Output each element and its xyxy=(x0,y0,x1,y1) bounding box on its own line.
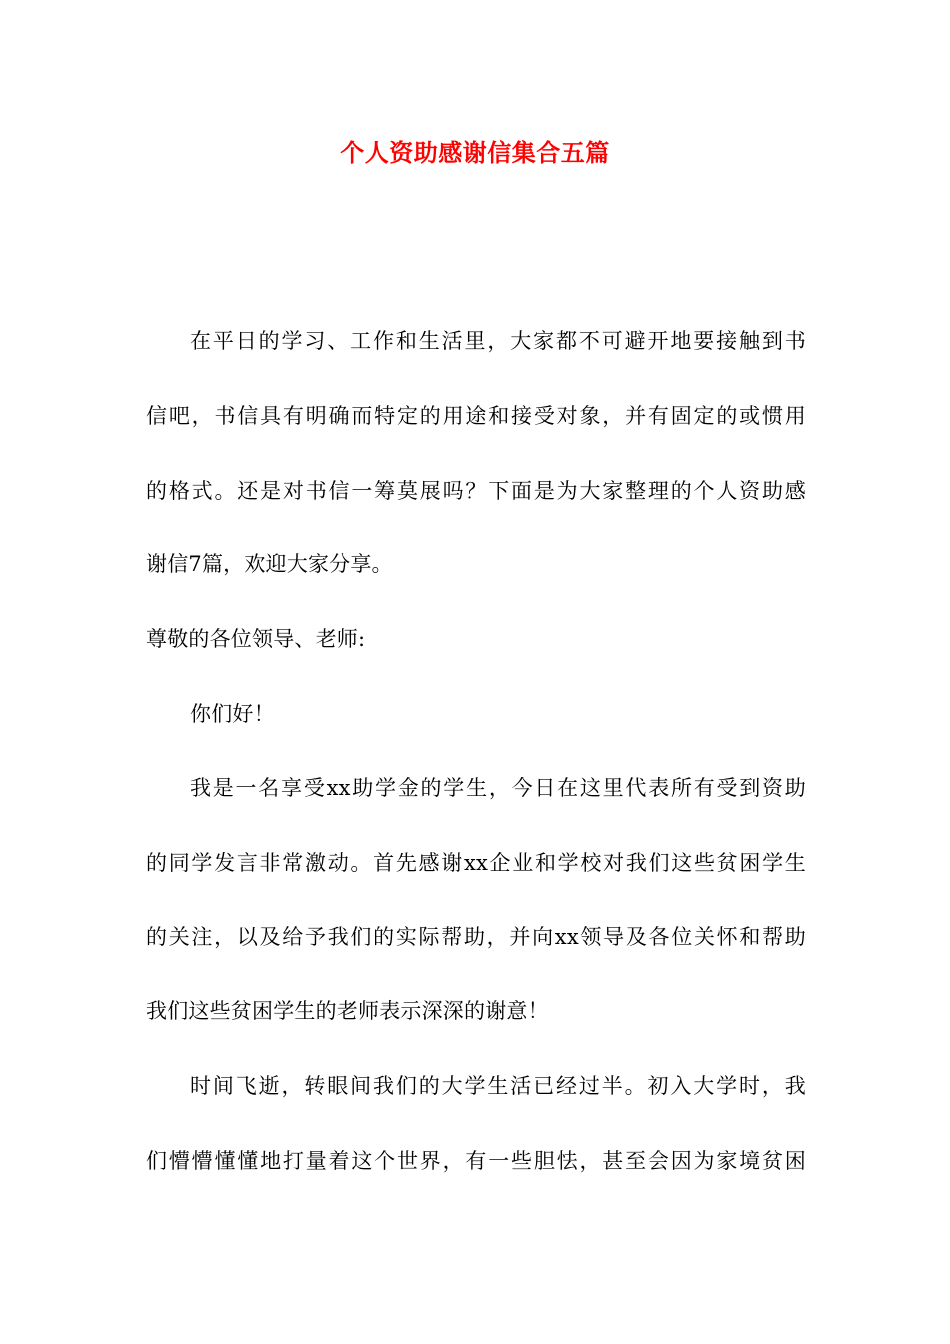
paragraph-line: 的同学发言非常激动。首先感谢xx企业和学校对我们这些贫困学生 xyxy=(146,851,806,875)
paragraph-line: 们懵懵懂懂地打量着这个世界，有一些胆怯，甚至会因为家境贫困 xyxy=(146,1149,806,1173)
salutation: 尊敬的各位领导、老师: xyxy=(146,627,366,651)
paragraph-line: 时间飞逝，转眼间我们的大学生活已经过半。初入大学时，我 xyxy=(190,1074,806,1098)
paragraph-line: 谢信7篇，欢迎大家分享。 xyxy=(146,552,393,576)
document-title: 个人资助感谢信集合五篇 xyxy=(340,138,610,167)
paragraph-line: 的关注，以及给予我们的实际帮助，并向xx领导及各位关怀和帮助 xyxy=(146,925,806,949)
paragraph-line: 我们这些贫困学生的老师表示深深的谢意！ xyxy=(146,999,549,1023)
paragraph-line: 信吧，书信具有明确而特定的用途和接受对象，并有固定的或惯用 xyxy=(146,404,806,428)
paragraph-line: 在平日的学习、工作和生活里，大家都不可避开地要接触到书 xyxy=(190,329,806,353)
greeting: 你们好！ xyxy=(190,702,275,726)
paragraph-line: 我是一名享受xx助学金的学生，今日在这里代表所有受到资助 xyxy=(190,776,806,800)
paragraph-line: 的格式。还是对书信一筹莫展吗？下面是为大家整理的个人资助感 xyxy=(146,479,806,503)
